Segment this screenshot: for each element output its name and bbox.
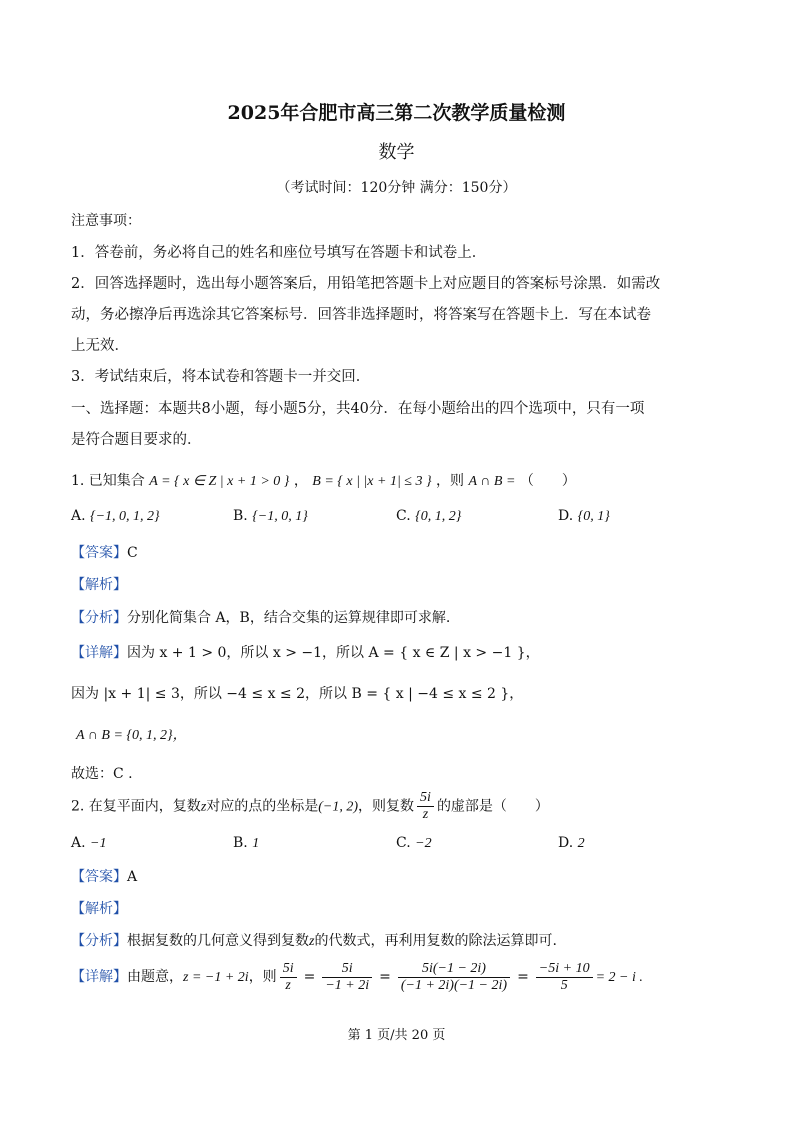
q2-z: z: [200, 799, 207, 815]
option-value: {−1, 0, 1, 2}: [90, 509, 160, 524]
fraction-numerator: 5i(−1 − 2i): [398, 961, 510, 978]
q1-choose: 故选：C .: [71, 766, 133, 782]
answer-value: A: [127, 869, 138, 885]
fenxi-text: 分别化简集合 A，B，结合交集的运算规律即可求解.: [127, 610, 451, 626]
notice-item-3: 3．考试结束后，将本试卷和答题卡一并交回．: [71, 369, 371, 385]
fraction-denominator: (−1 + 2i)(−1 − 2i): [400, 977, 508, 993]
q2-option-a: [71, 835, 106, 852]
q2-fenxi: [71, 930, 557, 950]
detail-result: = 2 − i .: [595, 970, 643, 985]
q2-answer: [71, 866, 137, 886]
q2-option-b: [233, 835, 259, 852]
fraction-numerator: 5i: [280, 961, 297, 978]
option-value: {0, 1, 2}: [415, 509, 462, 524]
q2-analysis-tag: 【解析】: [71, 901, 127, 917]
detail-text: 因为 x + 1 > 0，所以 x > −1，所以 A = { x ∈ Z | x > −1 }，: [127, 645, 540, 661]
question-2-stem: [71, 790, 549, 824]
detail-text: 由题意，: [127, 969, 183, 985]
q1-option-a: [71, 508, 160, 525]
q2-option-d: [558, 835, 585, 852]
option-letter: A.: [71, 508, 86, 524]
option-value: −1: [90, 836, 107, 851]
q2-point: (−1, 2): [318, 799, 359, 815]
q1-answer-paren: （ ）: [519, 473, 576, 489]
fenxi-tag: 【分析】: [71, 933, 127, 949]
detail-fraction-3: [398, 961, 510, 994]
fenxi-tag: 【分析】: [71, 610, 127, 626]
option-letter: B.: [233, 835, 248, 851]
q1-detail-3: A ∩ B = {0, 1, 2}，: [76, 728, 187, 743]
notice-item-1: 1．答卷前，务必将自己的姓名和座位号填写在答题卡和试卷上．: [71, 245, 487, 261]
q1-option-b: [233, 508, 308, 525]
fraction-numerator: 5i: [322, 961, 372, 978]
q1-analysis-tag: 【解析】: [71, 577, 127, 593]
q1-detail-1: [71, 642, 540, 662]
notice-item-2-line-1: 2．回答选择题时，选出每小题答案后，用铅笔把答题卡上对应题目的答案标号涂黑．如需改: [71, 276, 661, 292]
fraction-denominator: −1 + 2i: [325, 977, 370, 993]
fenxi-text: 根据复数的几何意义得到复数: [127, 933, 309, 949]
option-letter: C.: [396, 835, 411, 851]
option-value: {0, 1}: [577, 509, 610, 524]
q2-option-c: [396, 835, 432, 852]
detail-tag: 【详解】: [71, 969, 127, 985]
notice-item-2-line-2: 动，务必擦净后再选涂其它答案标号．回答非选择题时，将答案写在答题卡上．写在本试卷: [71, 307, 651, 323]
q1-separator: ，: [293, 473, 308, 489]
detail-fraction-2: [322, 961, 372, 994]
option-letter: D.: [558, 835, 574, 851]
q1-answer: [71, 542, 138, 562]
question-1-stem: [71, 470, 576, 490]
q2-stem-text: 2. 在复平面内，复数: [71, 798, 201, 815]
option-value: 2: [577, 836, 585, 851]
detail-text-2: ，则: [248, 969, 277, 985]
option-value: {−1, 0, 1}: [252, 509, 308, 524]
q2-stem-text-2: 对应的点的坐标是: [206, 798, 319, 815]
detail-tag: 【详解】: [71, 645, 127, 661]
fraction-denominator: 5: [560, 977, 568, 993]
fraction-denominator: z: [285, 977, 291, 993]
answer-value: C: [127, 545, 138, 561]
notice-item-2-line-3: 上无效．: [71, 338, 129, 354]
answer-tag: 【答案】: [71, 869, 127, 885]
q2-fraction: [417, 790, 434, 823]
notice-heading: 注意事项：: [71, 213, 141, 229]
q2-detail: 【详解】由题意，z = −1 + 2i，则 $\frac{5i}{z}$ = $\frac{5i}{-1 + 2i}$ = $\frac{5i(-1 - 2i)}{(-1 + 2i)(-1 - 2i)}$ = $\frac{-5i + 10}{5}$ = 2 − i .: [71, 960, 643, 993]
section-heading-line-2: 是符合题目要求的．: [71, 432, 202, 448]
option-letter: C.: [396, 508, 411, 524]
detail-fraction-4: [536, 961, 593, 994]
q1-set-a: A = { x ∈ Z | x + 1 > 0 }: [149, 474, 290, 489]
q1-detail-2: 因为 |x + 1| ≤ 3，所以 −4 ≤ x ≤ 2，所以 B = { x | −4 ≤ x ≤ 2 }，: [71, 686, 524, 702]
q1-option-c: [396, 508, 461, 525]
detail-fraction-1: [280, 961, 297, 994]
page-footer: 第 1 页/共 20 页: [347, 1028, 446, 1043]
q1-fenxi: [71, 607, 450, 627]
option-letter: A.: [71, 835, 86, 851]
option-value: 1: [252, 836, 260, 851]
fraction-denominator: z: [422, 807, 429, 822]
fenxi-z: z: [309, 934, 315, 949]
subject-title: 数学: [378, 142, 415, 163]
q1-expression: A ∩ B =: [468, 474, 516, 489]
q1-stem-text: 1. 已知集合: [71, 473, 145, 489]
option-letter: D.: [558, 508, 574, 524]
answer-tag: 【答案】: [71, 545, 127, 561]
exam-info: （考试时间：120分钟 满分：150分）: [276, 180, 517, 196]
q2-stem-text-3: ，则复数: [358, 798, 415, 815]
q2-stem-text-4: 的虚部是（ ）: [436, 798, 549, 815]
fenxi-text-2: 的代数式，再利用复数的除法运算即可.: [314, 933, 557, 949]
option-value: −2: [415, 836, 432, 851]
section-heading-line-1: 一、选择题：本题共8小题，每小题5分，共40分．在每小题给出的四个选项中，只有一项: [71, 401, 645, 417]
fraction-numerator: 5i: [417, 790, 434, 807]
q1-option-d: [558, 508, 610, 525]
detail-z-value: z = −1 + 2i: [183, 970, 249, 985]
fraction-numerator: −5i + 10: [536, 961, 593, 978]
q1-set-b: B = { x | |x + 1| ≤ 3 }: [312, 474, 432, 489]
exam-title: 2025年合肥市高三第二次教学质量检测: [227, 102, 566, 124]
q1-stem-text-2: ，则: [436, 473, 465, 489]
option-letter: B.: [233, 508, 248, 524]
